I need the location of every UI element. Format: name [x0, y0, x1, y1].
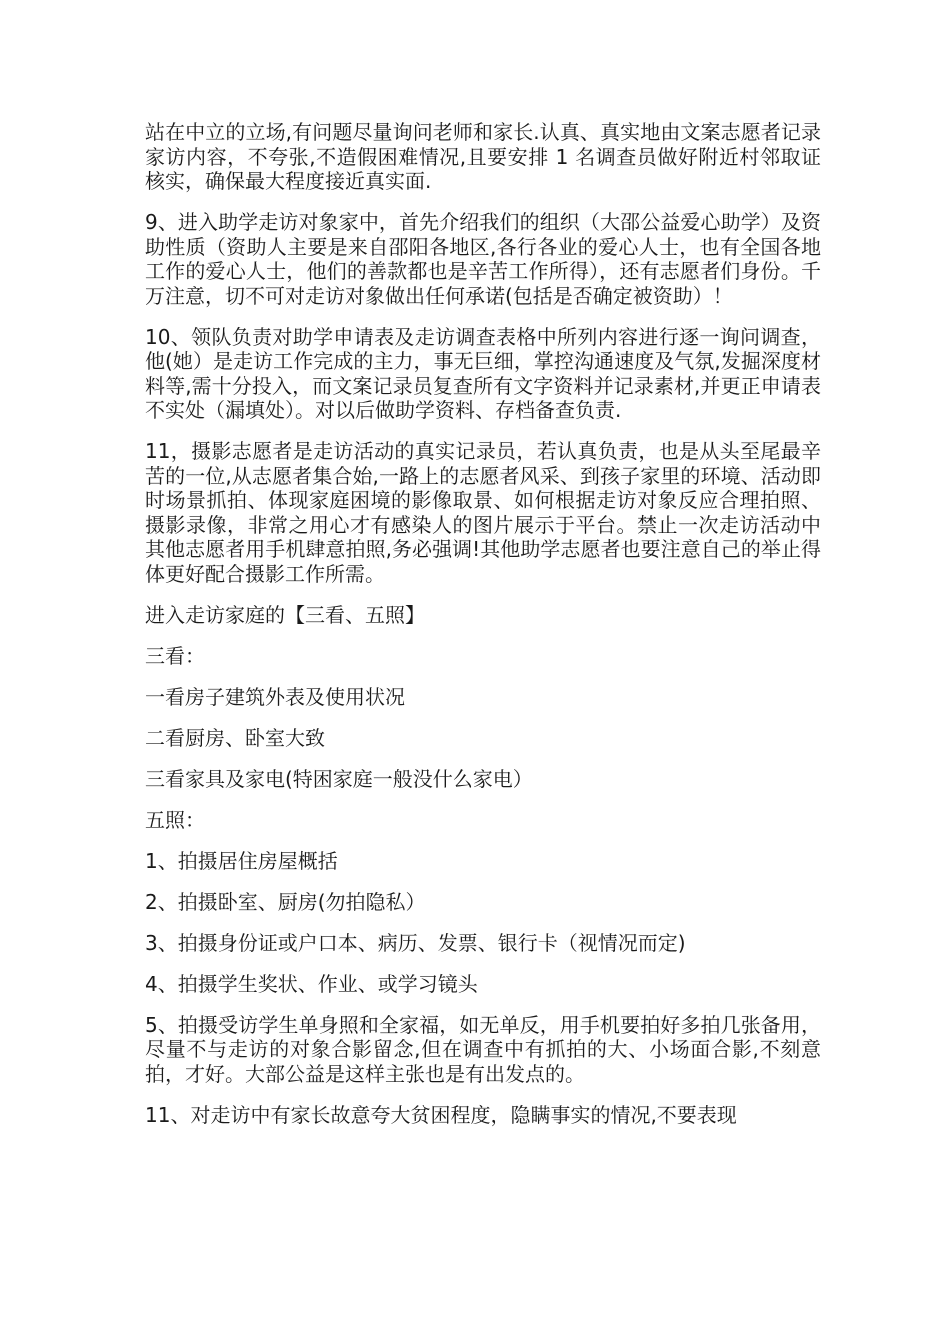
list-item-photo-1: 1、拍摄居住房屋概括 [145, 848, 338, 873]
list-item-photo-4: 4、拍摄学生奖状、作业、或学习镜头 [145, 971, 478, 996]
paragraph-item-11-photographer: 11，摄影志愿者是走访活动的真实记录员，若认真负责，也是从头至尾最辛苦的一位,从志愿者集合始,一路上的志愿者风采、到孩子家里的环境、活动即时场景抓拍、体现家庭困境的影像取景、如何根据走访对象反应合理拍照、摄影录像，非常之用心才有感染人的图片展示于平台。禁止一次走访活动中其他志愿者用手机肆意拍照,务必强调!其他助学志愿者也要注意自己的举止得体更好配合摄影工作所需。 [145, 439, 821, 586]
document-page [145, 120, 821, 1144]
list-item-look-2: 二看厨房、卧室大致 [145, 725, 325, 750]
list-item-look-3: 三看家具及家电(特困家庭一般没什么家电） [145, 766, 533, 791]
list-item-look-1: 一看房子建筑外表及使用状况 [145, 684, 405, 709]
paragraph-item-10: 10、领队负责对助学申请表及走访调查表格中所列内容进行逐一询问调查，他(她）是走访工作完成的主力，事无巨细，掌控沟通速度及气氛,发掘深度材料等,需十分投入，而文案记录员复查所有文字资料并记录素材,并更正申请表不实处（漏填处）。对以后做助学资料、存档备查负责. [145, 324, 821, 422]
paragraph-item-9: 9、进入助学走访对象家中，首先介绍我们的组织（大邵公益爱心助学）及资助性质（资助人主要是来自邵阳各地区,各行各业的爱心人士，也有全国各地工作的爱心人士，他们的善款都也是辛苦工作所得），还有志愿者们身份。千万注意，切不可对走访对象做出任何承诺(包括是否确定被资助）！ [145, 210, 821, 308]
subheading-five-photo: 五照： [145, 807, 205, 832]
list-item-photo-2: 2、拍摄卧室、厨房(勿拍隐私） [145, 889, 426, 914]
paragraph-intro: 站在中立的立场,有问题尽量询问老师和家长.认真、真实地由文案志愿者记录家访内容，不夸张,不造假困难情况,且要安排 1 名调查员做好附近村邻取证核实，确保最大程度接近真实面. [145, 120, 821, 193]
subheading-three-look: 三看： [145, 643, 205, 668]
list-item-photo-5: 5、拍摄受访学生单身照和全家福，如无单反，用手机要拍好多拍几张备用，尽量不与走访的对象合影留念,但在调查中有抓拍的大、小场面合影,不刻意拍，才好。大部公益是这样主张也是有出发点的。 [145, 1012, 821, 1086]
list-item-photo-3: 3、拍摄身份证或户口本、病历、发票、银行卡（视情况而定) [145, 930, 686, 955]
section-heading-three-five: 进入走访家庭的【三看、五照】 [145, 602, 425, 627]
paragraph-item-11-parents: 11、对走访中有家长故意夸大贫困程度，隐瞒事实的情况,不要表现 [145, 1102, 737, 1127]
